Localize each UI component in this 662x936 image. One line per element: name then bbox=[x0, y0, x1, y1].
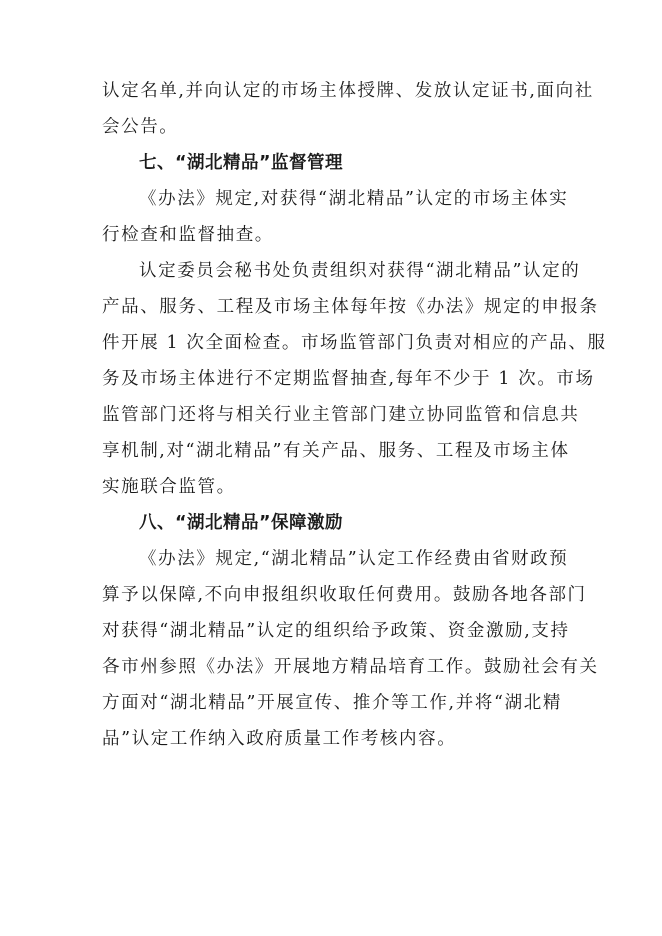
section-heading-supervision: 七、“湖北精品”监督管理 bbox=[139, 153, 344, 173]
paragraph-line: 件开展 1 次全面检查。市场监管部门负责对相应的产品、服 bbox=[102, 333, 607, 353]
paragraph-line: 《办法》规定,对获得“湖北精品”认定的市场主体实 bbox=[139, 189, 569, 209]
paragraph-line: 产品、服务、工程及市场主体每年按《办法》规定的申报条 bbox=[102, 297, 599, 317]
paragraph-line: 各市州参照《办法》开展地方精品培育工作。鼓励社会有关 bbox=[102, 657, 599, 677]
paragraph-line: 品”认定工作纳入政府质量工作考核内容。 bbox=[102, 729, 457, 749]
paragraph-line: 监管部门还将与相关行业主管部门建立协同监管和信息共 bbox=[102, 405, 580, 425]
section-heading-incentives: 八、“湖北精品”保障激励 bbox=[139, 513, 344, 533]
paragraph-line: 认定委员会秘书处负责组织对获得“湖北精品”认定的 bbox=[139, 261, 581, 281]
paragraph-line: 认定名单,并向认定的市场主体授牌、发放认定证书,面向社 bbox=[102, 81, 594, 101]
paragraph-line: 务及市场主体进行不定期监督抽查,每年不少于 1 次。市场 bbox=[102, 369, 595, 389]
paragraph-line: 《办法》规定,“湖北精品”认定工作经费由省财政预 bbox=[139, 549, 569, 569]
paragraph-line: 方面对“湖北精品”开展宣传、推介等工作,并将“湖北精 bbox=[102, 693, 562, 713]
paragraph-line: 享机制,对“湖北精品”有关产品、服务、工程及市场主体 bbox=[102, 441, 570, 461]
paragraph-line: 行检查和监督抽查。 bbox=[102, 225, 274, 245]
paragraph-line: 算予以保障,不向申报组织收取任何费用。鼓励各地各部门 bbox=[102, 585, 587, 605]
paragraph-line: 对获得“湖北精品”认定的组织给予政策、资金激励,支持 bbox=[102, 621, 570, 641]
paragraph-line: 会公告。 bbox=[102, 117, 179, 137]
paragraph-line: 实施联合监管。 bbox=[102, 477, 236, 497]
